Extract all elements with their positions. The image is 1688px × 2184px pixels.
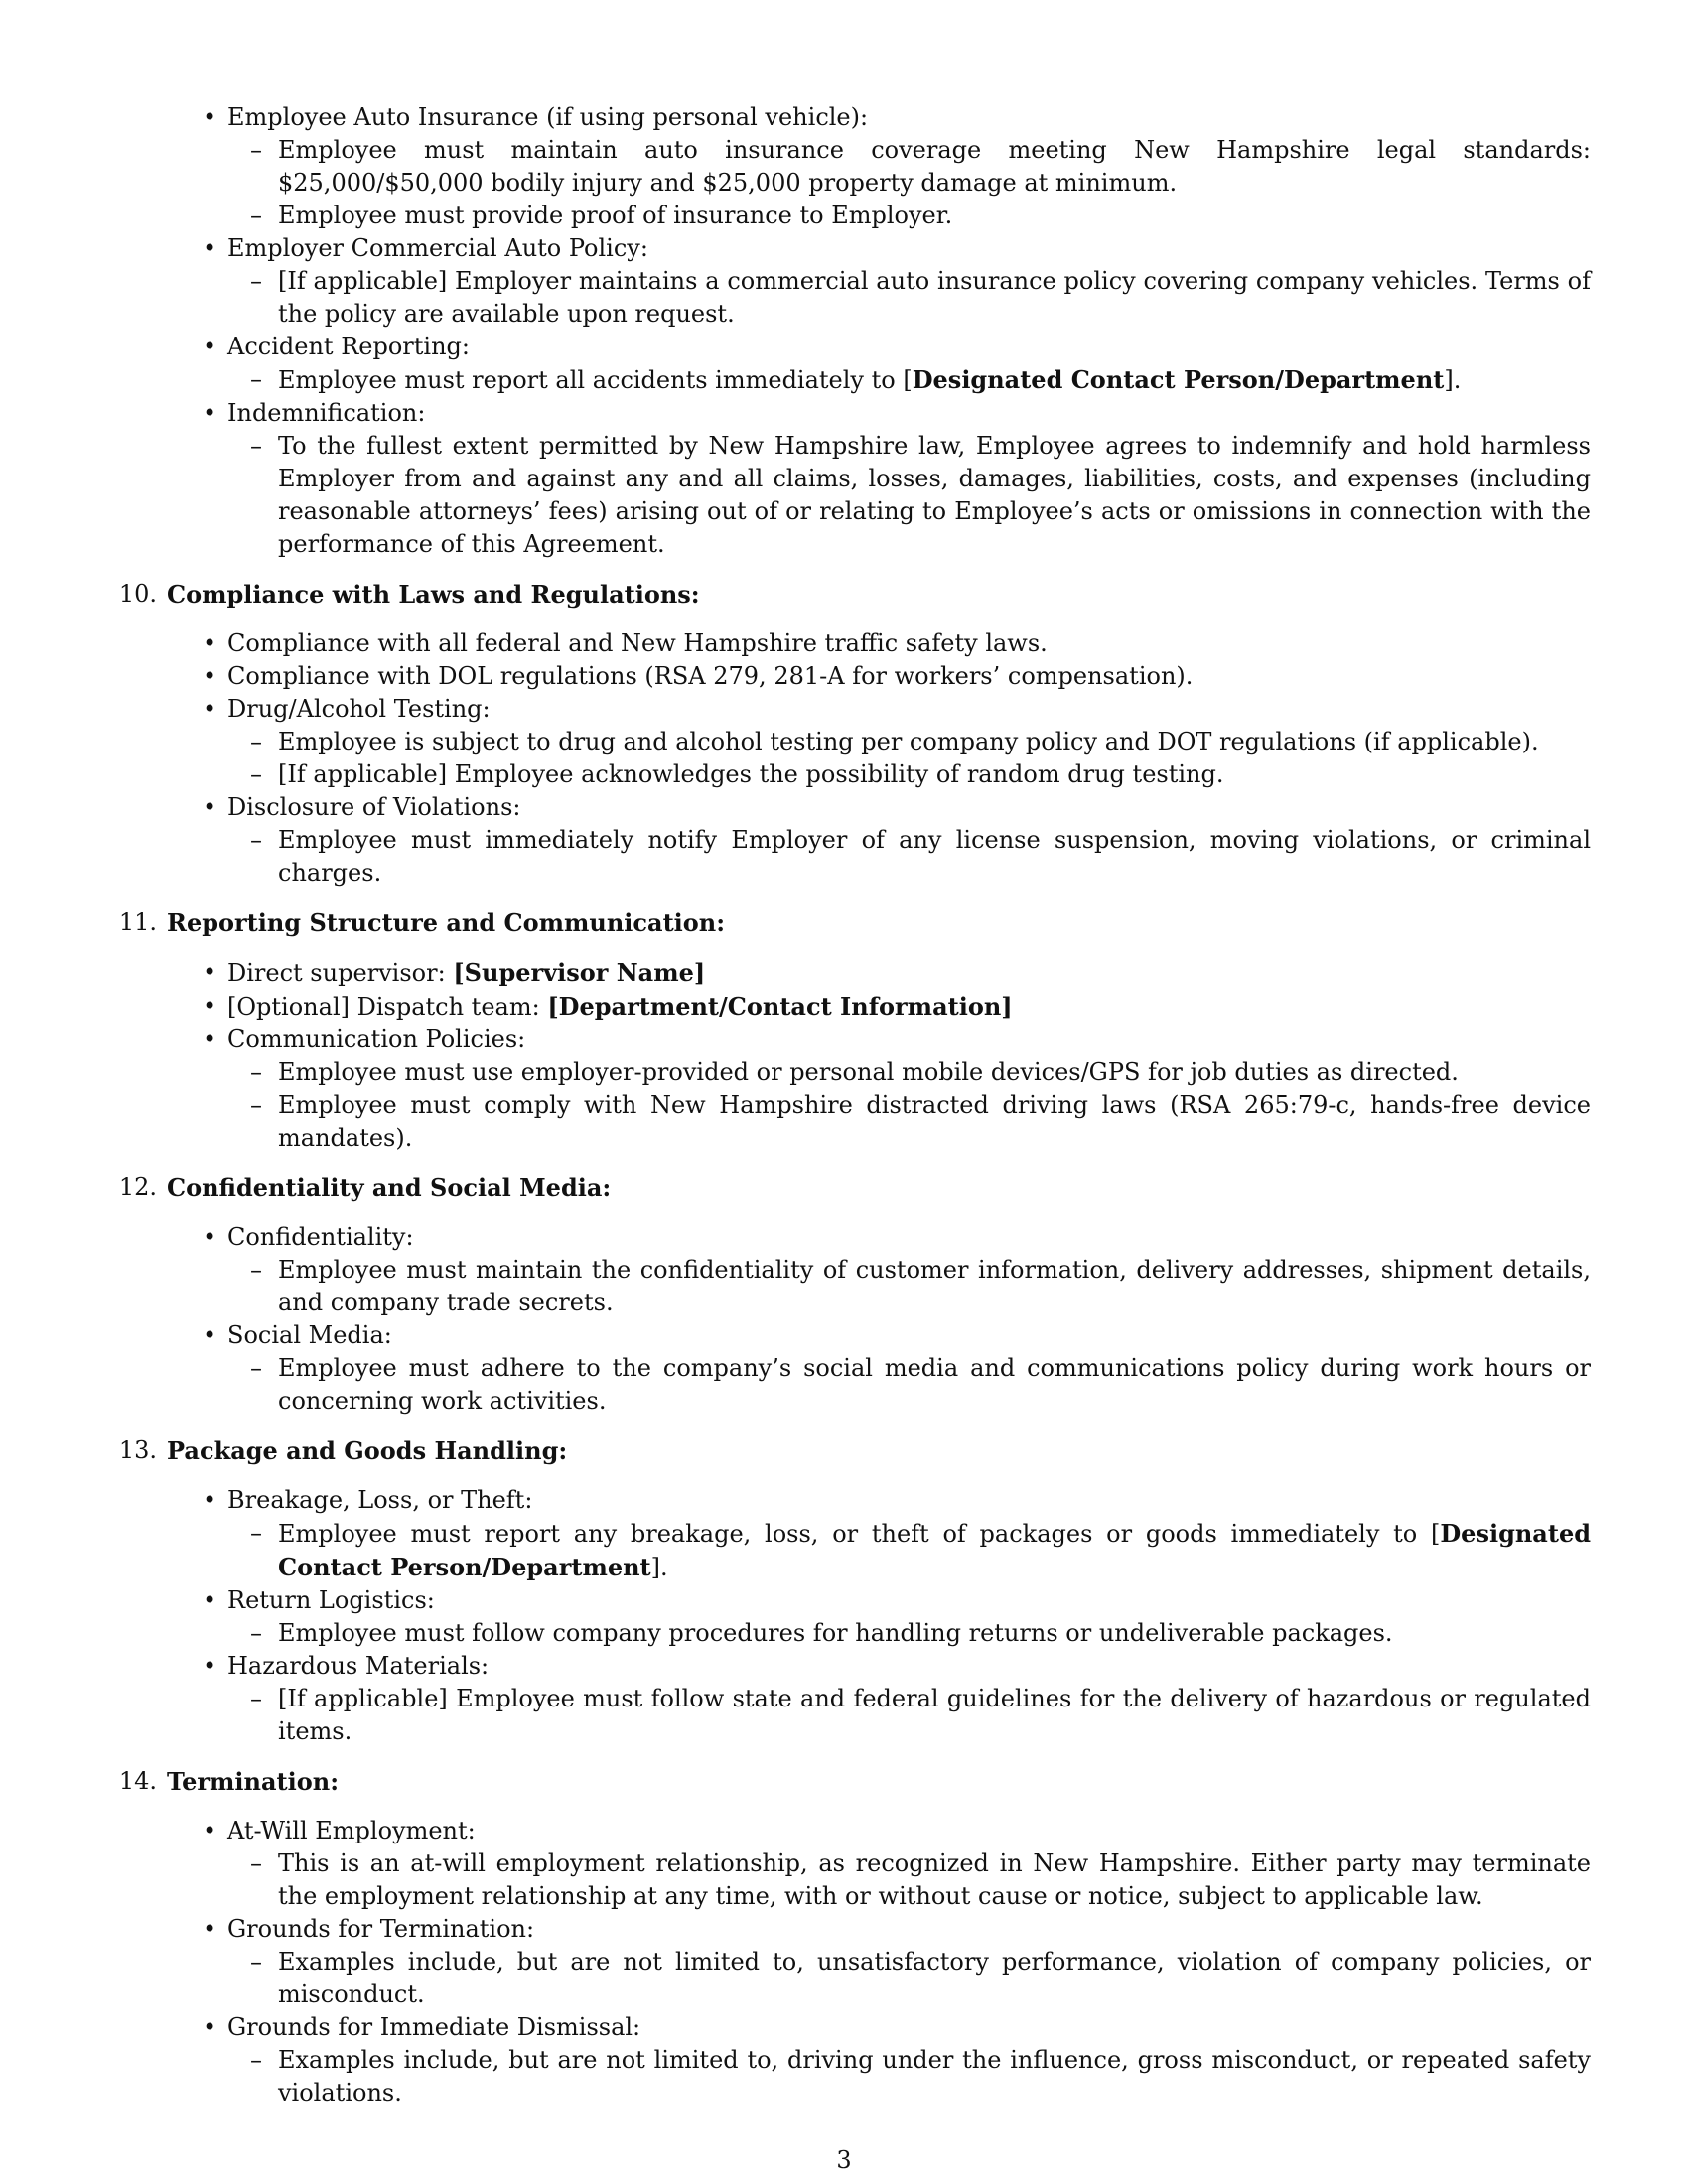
bullet-label: Compliance with all federal and New Hampshire traffic safety laws. [227, 629, 1048, 657]
section-heading [111, 1765, 1591, 1798]
sub-list-item [278, 200, 1591, 232]
sub-list [227, 1946, 1591, 2011]
section-heading [111, 906, 1591, 939]
sub-list-item [278, 1517, 1591, 1584]
bullet-item [227, 1319, 1591, 1418]
section-title: Package and Goods Handling: [167, 1436, 568, 1465]
bullet-item [227, 397, 1591, 561]
sub-list [227, 1617, 1591, 1650]
bullet-label: Return Logistics: [227, 1586, 435, 1614]
sub-item-text: Examples include, but are not limited to, driving under the influence, gross misconduct, or repeated safety violations. [278, 2046, 1591, 2107]
section [111, 906, 1591, 1155]
sub-list [227, 824, 1591, 889]
sections-container [111, 578, 1591, 2110]
bullet-item [227, 331, 1591, 397]
bullet-label: Accident Reporting: [227, 333, 470, 360]
sub-list [227, 265, 1591, 331]
sub-item-text: Employee must maintain auto insurance coverage meeting New Hampshire legal standards: $25,000/$50,000 bodily injury and $25,000 property damage at minimum. [278, 136, 1591, 197]
sub-item-text: [If applicable] Employee acknowledges the possibility of random drug testing. [278, 760, 1224, 788]
bullet-item [227, 101, 1591, 232]
sub-item-text: Employee must follow company procedures for handling returns or undeliverable packages. [278, 1619, 1393, 1647]
bullet-item [227, 956, 1591, 990]
bullet-label: Drug/Alcohol Testing: [227, 695, 491, 723]
bullet-label: Breakage, Loss, or Theft: [227, 1486, 533, 1514]
section-number: 10. [118, 580, 157, 608]
sub-item-text: Employee must report all accidents immediately to [ [278, 366, 913, 394]
bullet-item [227, 232, 1591, 331]
sub-item-text: Employee is subject to drug and alcohol testing per company policy and DOT regulations (if applicable). [278, 728, 1539, 755]
sub-list-item [278, 1946, 1591, 2011]
sub-item-text: Employee must provide proof of insurance to Employer. [278, 202, 953, 229]
bullet-item [227, 1221, 1591, 1319]
bullet-label: Hazardous Materials: [227, 1652, 490, 1680]
sub-item-text: Employee must maintain the confidentiality of customer information, delivery addresses, shipment details, and company trade secrets. [278, 1256, 1591, 1316]
sub-list [227, 2044, 1591, 2110]
sub-list [227, 1517, 1591, 1584]
section-bullet-list [111, 1221, 1591, 1418]
section-heading [111, 578, 1591, 611]
sub-list-item [278, 1254, 1591, 1319]
section-title: Confidentiality and Social Media: [167, 1173, 612, 1202]
bullet-label: At-Will Employment: [227, 1817, 476, 1844]
section-bullet-list [111, 956, 1591, 1155]
bullet-item [227, 660, 1591, 693]
page-content [111, 101, 1591, 2110]
bullet-item [227, 1650, 1591, 1748]
sub-list [227, 430, 1591, 561]
bullet-label: Grounds for Termination: [227, 1915, 535, 1943]
bullet-item [227, 1484, 1591, 1584]
section-heading [111, 1171, 1591, 1204]
bullet-label-bold: [Department/Contact Information] [547, 992, 1013, 1021]
bullet-label: [Optional] Dispatch team: [227, 993, 548, 1021]
insurance-continuation-list [111, 101, 1591, 561]
sub-item-text: To the fullest extent permitted by New Hampshire law, Employee agrees to indemnify and hold harmless Employer from and against any and all claims, losses, damages, liabilities, costs, and expenses (including reasonable attorneys’ fees) arising out of or relating to Employee’s acts or omissions in connection with the performance of this Agreement. [278, 432, 1591, 558]
section-title: Termination: [167, 1767, 340, 1796]
sub-item-text: Employee must adhere to the company’s social media and communications policy during work hours or concerning work activities. [278, 1354, 1591, 1415]
sub-list-item [278, 1683, 1591, 1748]
sub-list-item [278, 134, 1591, 200]
bullet-item [227, 1913, 1591, 2011]
section-bullet-list [111, 1815, 1591, 2110]
sub-list [227, 1352, 1591, 1418]
bullet-label: Direct supervisor: [227, 959, 454, 987]
bullet-label-bold: [Supervisor Name] [453, 958, 706, 987]
sub-item-text: This is an at-will employment relationship, as recognized in New Hampshire. Either party may terminate the employment relationship at any time, with or without cause or notice, subject to applicable law. [278, 1849, 1591, 1910]
bullet-item [227, 1584, 1591, 1650]
bullet-label: Confidentiality: [227, 1223, 414, 1251]
sub-list-item [278, 430, 1591, 561]
bullet-label: Disclosure of Violations: [227, 793, 521, 821]
sub-list-item [278, 1617, 1591, 1650]
section-number: 11. [118, 908, 157, 936]
sub-item-text: [If applicable] Employee must follow state and federal guidelines for the delivery of hazardous or regulated items. [278, 1685, 1591, 1745]
sub-item-text: [If applicable] Employer maintains a commercial auto insurance policy covering company vehicles. Terms of the policy are available upon request. [278, 267, 1591, 328]
sub-list [227, 363, 1591, 397]
bullet-item [227, 990, 1591, 1024]
sub-list [227, 1254, 1591, 1319]
bullet-label: Compliance with DOL regulations (RSA 279, 281-A for workers’ compensation). [227, 662, 1194, 690]
sub-list-item [278, 758, 1591, 791]
placeholder-bold: Designated Contact Person/Department [912, 365, 1445, 394]
placeholder-bold: Designated Contact Person/Department [278, 1519, 1591, 1581]
sub-list-item [278, 1847, 1591, 1913]
bullet-item [227, 791, 1591, 889]
bullet-label: Employer Commercial Auto Policy: [227, 234, 648, 262]
section [111, 578, 1591, 889]
sub-item-text: Employee must immediately notify Employer of any license suspension, moving violations, or criminal charges. [278, 826, 1591, 887]
sub-list [227, 1847, 1591, 1913]
bullet-item [227, 627, 1591, 660]
section-bullet-list [111, 1484, 1591, 1748]
bullet-item [227, 1815, 1591, 1913]
sub-item-text: Employee must report any breakage, loss, or theft of packages or goods immediately to [ [278, 1520, 1441, 1548]
sub-item-text: Examples include, but are not limited to, unsatisfactory performance, violation of company policies, or misconduct. [278, 1948, 1591, 2008]
sub-list-item [278, 1089, 1591, 1155]
sub-list-item [278, 2044, 1591, 2110]
section-bullet-list [111, 627, 1591, 889]
sub-list-item [278, 1056, 1591, 1089]
section [111, 1171, 1591, 1418]
section-title: Reporting Structure and Communication: [167, 908, 726, 937]
section-title: Compliance with Laws and Regulations: [167, 580, 700, 609]
section-number: 13. [118, 1436, 157, 1464]
sub-item-text: Employee must comply with New Hampshire distracted driving laws (RSA 265:79-c, hands-free device mandates). [278, 1091, 1591, 1152]
bullet-label: Indemnification: [227, 399, 426, 427]
sub-list-item [278, 363, 1591, 397]
section-heading [111, 1434, 1591, 1467]
bullet-item [227, 2011, 1591, 2110]
sub-item-text: Employee must use employer-provided or personal mobile devices/GPS for job duties as directed. [278, 1058, 1459, 1086]
sub-item-text-after: ]. [1444, 366, 1462, 394]
bullet-label: Employee Auto Insurance (if using personal vehicle): [227, 103, 869, 131]
sub-list-item [278, 824, 1591, 889]
sub-list [227, 1683, 1591, 1748]
page-number: 3 [836, 2146, 852, 2174]
bullet-item [227, 1024, 1591, 1155]
sub-item-text-after: ]. [650, 1554, 668, 1581]
bullet-label: Grounds for Immediate Dismissal: [227, 2013, 641, 2041]
section [111, 1765, 1591, 2110]
bullet-item [227, 693, 1591, 791]
sub-list-item [278, 265, 1591, 331]
sub-list [227, 134, 1591, 232]
section-number: 14. [118, 1767, 157, 1795]
sub-list-item [278, 1352, 1591, 1418]
bullet-label: Communication Policies: [227, 1025, 526, 1053]
section-number: 12. [118, 1173, 157, 1201]
sub-list [227, 1056, 1591, 1155]
sub-list [227, 726, 1591, 791]
sub-list-item [278, 726, 1591, 758]
section [111, 1434, 1591, 1748]
bullet-label: Social Media: [227, 1321, 392, 1349]
